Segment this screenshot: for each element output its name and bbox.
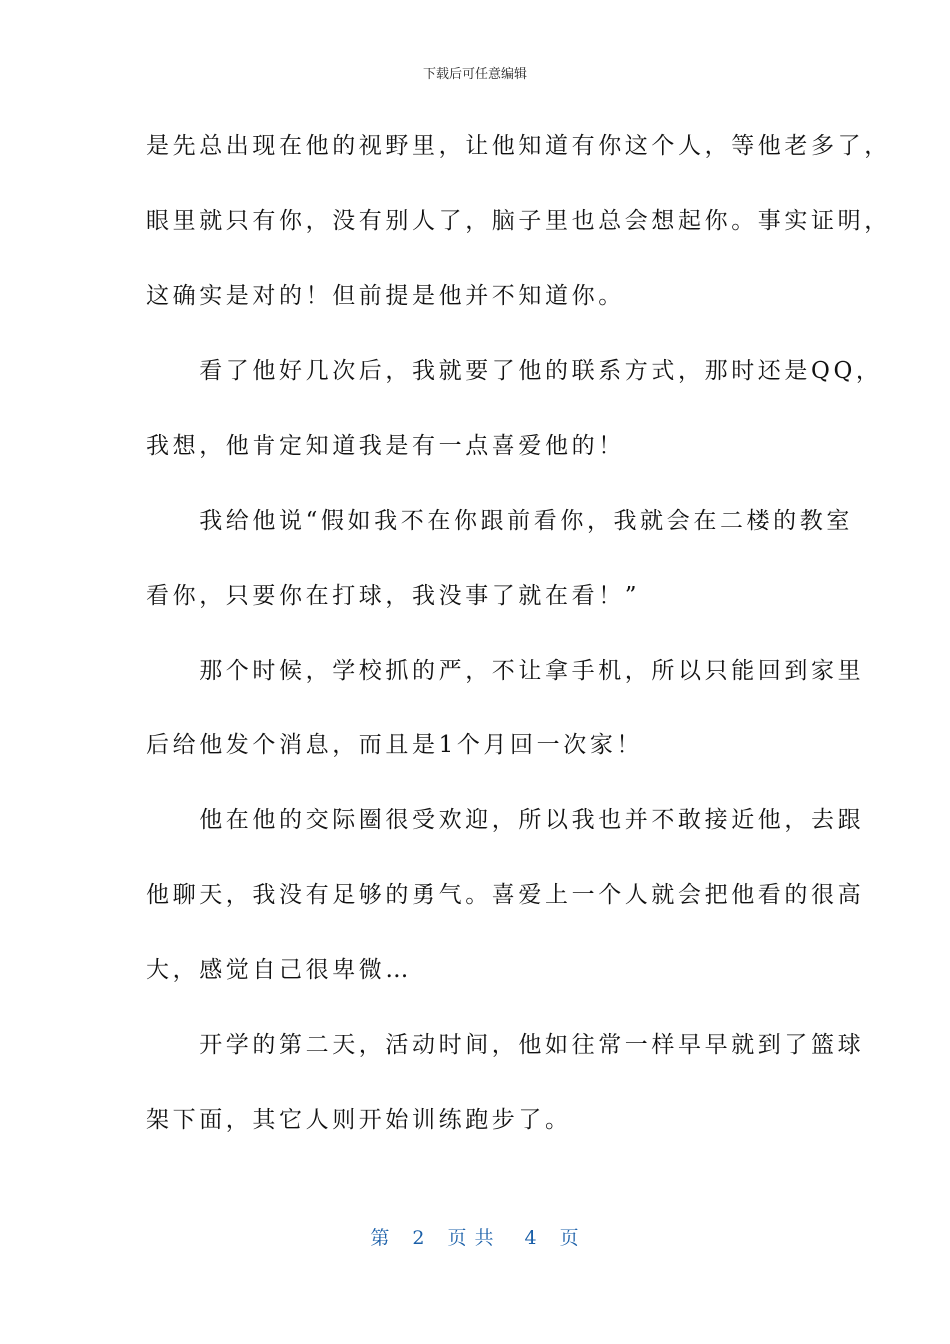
page-header: 下载后可任意编辑 [422, 67, 527, 82]
text-line: 看你，只要你在打球，我没事了就在看！” [146, 583, 641, 609]
text-line: 他聊天，我没有足够的勇气。喜爱上一个人就会把他看的很高 [146, 882, 865, 908]
total-page-count: 4 [524, 1227, 538, 1249]
text-line: 这确实是对的！但前提是他并不知道你。 [146, 283, 625, 309]
footer-suffix: 页 [559, 1227, 580, 1249]
text-line: 大，感觉自己很卑微… [146, 957, 412, 983]
text-line: 我想，他肯定知道我是有一点喜爱他的！ [146, 433, 625, 459]
text-line: 是先总出现在他的视野里，让他知道有你这个人，等他老多了， [146, 133, 891, 159]
text-line: 我给他说“假如我不在你跟前看你，我就会在二楼的教室 [146, 508, 853, 534]
text-line: 看了他好几次后，我就要了他的联系方式，那时还是QQ， [146, 358, 883, 384]
text-line: 那个时候，学校抓的严，不让拿手机，所以只能回到家里 [146, 658, 865, 684]
text-line: 开学的第二天，活动时间，他如往常一样早早就到了篮球 [146, 1032, 865, 1058]
current-page-number: 2 [412, 1227, 426, 1249]
page-footer [0, 1225, 950, 1251]
footer-prefix: 第 [370, 1227, 391, 1249]
text-line: 眼里就只有你，没有别人了，脑子里也总会想起你。事实证明， [146, 208, 891, 234]
text-line: 后给他发个消息，而且是1个月回一次家！ [146, 732, 644, 758]
text-line: 他在他的交际圈很受欢迎，所以我也并不敢接近他，去跟 [146, 807, 865, 833]
text-line: 架下面，其它人则开始训练跑步了。 [146, 1107, 572, 1133]
footer-middle: 页 共 [447, 1227, 495, 1249]
